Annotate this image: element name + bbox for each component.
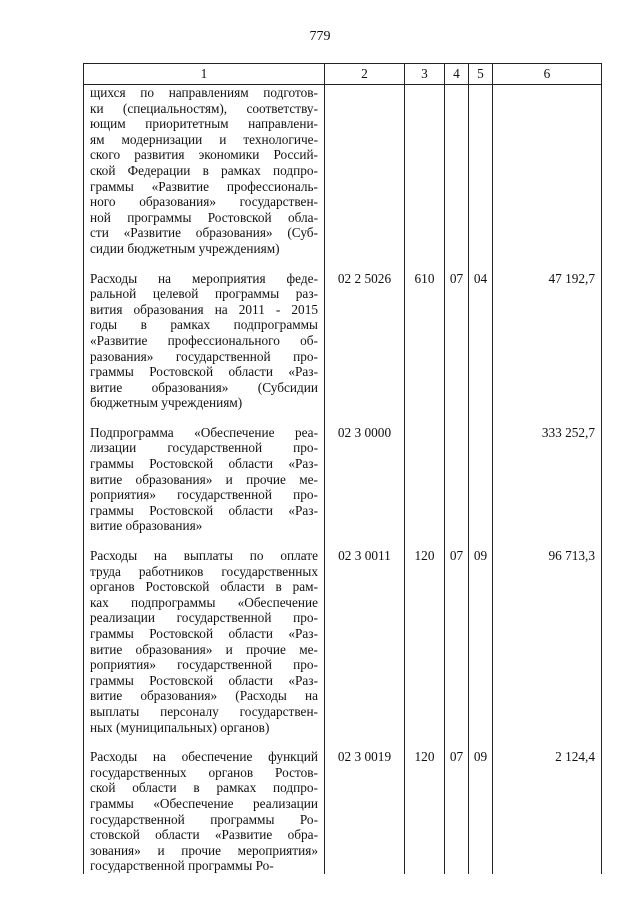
spacer-cell: [469, 534, 493, 548]
cell-target-code: 02 3 0011: [325, 548, 405, 735]
spacer-cell: [469, 411, 493, 425]
spacer-cell: [84, 411, 325, 425]
description-line: государственной программы Ро-: [90, 811, 318, 827]
description-line: ки (специальностям), соответству-: [90, 100, 318, 116]
spacer-cell: [84, 534, 325, 548]
table-header-row: [84, 64, 602, 85]
description-line: труда работников государственных: [90, 563, 318, 579]
description-line: витие образования» и прочие ме-: [90, 471, 318, 487]
cell-section: 07: [445, 749, 469, 874]
cell-amount: 47 192,7: [493, 271, 602, 411]
description-line: лизации государственной про-: [90, 440, 318, 456]
page-number: 779: [309, 29, 331, 44]
cell-subsection: 04: [469, 271, 493, 411]
spacer-cell: [469, 735, 493, 749]
spacer-cell: [84, 735, 325, 749]
spacer-cell: [445, 534, 469, 548]
cell-target-code: [325, 85, 405, 257]
header-col-5: 5: [469, 64, 493, 85]
description-line: государственной программы Ро-: [90, 858, 274, 874]
description-line: роприятия» государственной про-: [90, 487, 318, 503]
description-line: витие образования» и прочие ме-: [90, 641, 318, 657]
description-line: ской Федерации в рамках подпро-: [90, 162, 318, 178]
description-line: Подпрограмма «Обеспечение реа-: [90, 424, 318, 440]
spacer-cell: [405, 735, 445, 749]
spacer-cell: [445, 257, 469, 271]
budget-table: [83, 63, 602, 874]
cell-description: [84, 425, 325, 534]
description-line: ского развития экономики Россий-: [90, 147, 318, 163]
description-line: витие образования» (Субсидии: [90, 379, 318, 395]
spacer-cell: [445, 735, 469, 749]
spacer-cell: [325, 534, 405, 548]
description-line: государственных органов Ростов-: [90, 764, 318, 780]
description-line: сидии бюджетным учреждениям): [90, 240, 280, 256]
description-line: вития образования на 2011 - 2015: [90, 301, 318, 317]
description-line: граммы «Развитие профессиональ-: [90, 178, 318, 194]
row-spacer: [84, 257, 602, 271]
description-line: реализации государственной про-: [90, 610, 318, 626]
description-line: Расходы на обеспечение функций: [90, 749, 318, 765]
description-line: бюджетным учреждениям): [90, 395, 243, 411]
row-spacer: [84, 534, 602, 548]
spacer-cell: [445, 411, 469, 425]
cell-description: [84, 271, 325, 411]
description-line: сти «Развитие образования» (Суб-: [90, 225, 318, 241]
description-line: стовской области «Развитие обра-: [90, 827, 318, 843]
spacer-cell: [405, 411, 445, 425]
cell-amount: 333 252,7: [493, 425, 602, 534]
cell-amount: [493, 85, 602, 257]
spacer-cell: [493, 534, 602, 548]
row-spacer: [84, 411, 602, 425]
description-line: роприятия» государственной про-: [90, 657, 318, 673]
description-line: ющим приоритетным направлени-: [90, 116, 318, 132]
spacer-cell: [493, 735, 602, 749]
spacer-cell: [405, 534, 445, 548]
description-line: витие образования» (Расходы на: [90, 688, 318, 704]
cell-description: [84, 85, 325, 257]
cell-expense-type: [405, 425, 445, 534]
cell-subsection: 09: [469, 548, 493, 735]
description-line: годы в рамках подпрограммы: [90, 317, 318, 333]
description-line: граммы Ростовской области «Раз-: [90, 502, 318, 518]
description-line: ной программы Ростовской обла-: [90, 209, 318, 225]
spacer-cell: [325, 735, 405, 749]
description-line: разования» государственной про-: [90, 348, 318, 364]
description-line: зования» и прочие мероприятия»: [90, 842, 318, 858]
description-line: ках подпрограммы «Обеспечение: [90, 594, 318, 610]
description-line: витие образования»: [90, 518, 203, 534]
spacer-cell: [325, 257, 405, 271]
spacer-cell: [469, 257, 493, 271]
description-line: ям модернизации и технологиче-: [90, 131, 318, 147]
spacer-cell: [84, 257, 325, 271]
description-line: ральной целевой программы раз-: [90, 286, 318, 302]
header-col-6: 6: [493, 64, 602, 85]
description-line: граммы Ростовской области «Раз-: [90, 456, 318, 472]
cell-amount: 2 124,4: [493, 749, 602, 874]
cell-target-code: 02 3 0019: [325, 749, 405, 874]
spacer-cell: [493, 411, 602, 425]
cell-section: 07: [445, 548, 469, 735]
description-line: ных (муниципальных) органов): [90, 719, 270, 735]
description-line: Расходы на мероприятия феде-: [90, 270, 318, 286]
cell-subsection: [469, 85, 493, 257]
row-spacer: [84, 735, 602, 749]
description-line: граммы Ростовской области «Раз-: [90, 626, 318, 641]
description-line: граммы Ростовской области «Раз-: [90, 672, 318, 688]
cell-target-code: 02 3 0000: [325, 425, 405, 534]
description-line: граммы Ростовской области «Раз-: [90, 364, 318, 380]
description-line: органов Ростовской области в рам-: [90, 579, 318, 595]
cell-amount: 96 713,3: [493, 548, 602, 735]
table-body: [84, 85, 602, 874]
description-line: «Развитие профессионального об-: [90, 332, 318, 348]
cell-expense-type: [405, 85, 445, 257]
spacer-cell: [405, 257, 445, 271]
cell-section: [445, 85, 469, 257]
header-col-1: 1: [84, 64, 325, 85]
cell-description: [84, 548, 325, 735]
cell-subsection: 09: [469, 749, 493, 874]
table-row: [84, 85, 602, 257]
table-row: [84, 749, 602, 874]
description-line: граммы «Обеспечение реализации: [90, 795, 318, 811]
description-line: щихся по направлениям подготов-: [90, 85, 318, 100]
cell-subsection: [469, 425, 493, 534]
cell-section: [445, 425, 469, 534]
cell-expense-type: 610: [405, 271, 445, 411]
cell-target-code: 02 2 5026: [325, 271, 405, 411]
cell-description: [84, 749, 325, 874]
spacer-cell: [493, 257, 602, 271]
table-row: [84, 271, 602, 411]
table-row: [84, 548, 602, 735]
header-col-4: 4: [445, 64, 469, 85]
description-line: ного образования» государствен-: [90, 194, 318, 210]
table-row: [84, 425, 602, 534]
cell-expense-type: 120: [405, 749, 445, 874]
description-line: Расходы на выплаты по оплате: [90, 548, 318, 564]
description-line: выплаты персоналу государствен-: [90, 703, 318, 719]
spacer-cell: [325, 411, 405, 425]
cell-expense-type: 120: [405, 548, 445, 735]
cell-section: 07: [445, 271, 469, 411]
header-col-2: 2: [325, 64, 405, 85]
description-line: ской области в рамках подпро-: [90, 780, 318, 796]
header-col-3: 3: [405, 64, 445, 85]
